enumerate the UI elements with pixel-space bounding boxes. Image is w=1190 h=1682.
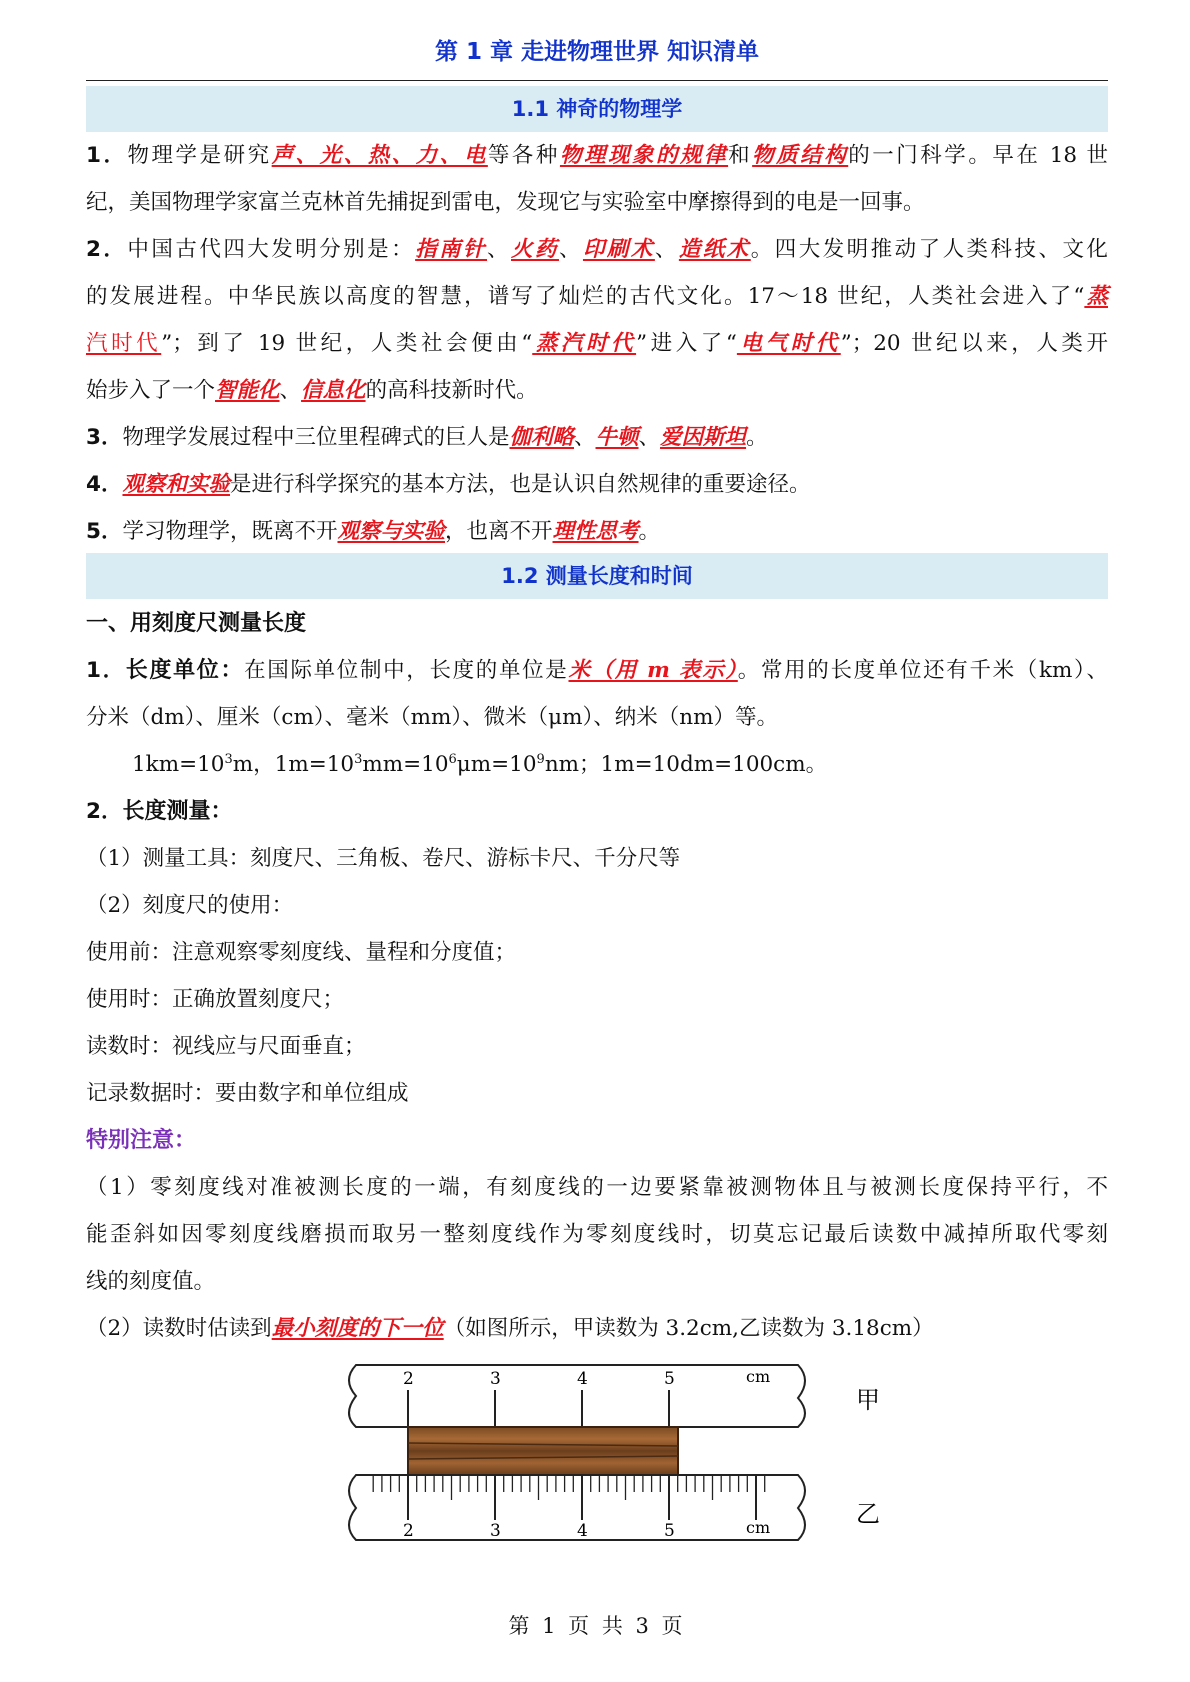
- keyword: 造纸术: [678, 237, 751, 262]
- keyword: 蒸汽时代: [532, 331, 637, 356]
- item-label: 长度单位：: [125, 658, 245, 683]
- keyword: 信息化: [301, 378, 366, 403]
- ruler-bottom-tick-label: 3: [490, 1521, 501, 1541]
- wooden-block: [408, 1427, 678, 1475]
- page-footer: 第 1 页 共 3 页: [508, 1614, 686, 1638]
- ruler-top-label: 甲: [856, 1386, 880, 1414]
- item-number: 2．: [86, 799, 123, 824]
- ruler-diagram: [86, 1360, 1108, 1570]
- measure-during: 使用时：正确放置刻度尺；: [86, 987, 345, 1012]
- note-title: 特别注意：: [86, 1128, 197, 1153]
- ruler-bottom-tick-label: 4: [577, 1521, 588, 1541]
- ruler-top-tick-label: 5: [664, 1369, 675, 1389]
- keyword: 物质结构: [752, 143, 849, 168]
- note-1-line-3: 线的刻度值。: [86, 1269, 216, 1294]
- item-number: 1．: [86, 658, 126, 683]
- subsection-heading: 一、用刻度尺测量长度: [86, 611, 307, 636]
- measure-record: 记录数据时：要由数字和单位组成: [86, 1081, 409, 1106]
- keyword: 观察与实验: [337, 519, 445, 544]
- paragraph-3: 3．物理学发展过程中三位里程碑式的巨人是伽利略、牛顿、爱因斯坦。: [86, 425, 768, 450]
- section-1-2-body: [86, 600, 1108, 1352]
- note-1-line-2: 能歪斜如因零刻度线磨损而取另一整刻度线作为零刻度线时，切莫忘记最后读数中减掉所取代零刻: [86, 1222, 1108, 1247]
- section-heading-1-2: 1.2 测量长度和时间: [86, 553, 1108, 599]
- keyword: 牛顿: [595, 425, 639, 450]
- keyword: 最小刻度的下一位: [271, 1316, 444, 1341]
- item-number: 1．: [86, 143, 128, 168]
- title-divider: [86, 80, 1108, 81]
- document-title: 第 1 章 走进物理世界 知识清单: [434, 39, 760, 65]
- keyword: 理性思考: [552, 519, 639, 544]
- paragraph-2-line-4: 始步入了一个智能化、信息化的高科技新时代。: [86, 378, 538, 403]
- ruler-bottom-tick-label: 5: [664, 1521, 675, 1541]
- measure-heading: [86, 788, 1108, 835]
- item-number: 3．: [86, 425, 123, 450]
- unit-line-2: 分米（dm）、厘米（cm）、毫米（mm）、微米（μm）、纳米（nm）等。: [86, 705, 778, 730]
- ruler-bottom-label: 乙: [856, 1500, 880, 1528]
- keyword: 伽利略: [509, 425, 574, 450]
- section-1-1-body: [86, 132, 1108, 555]
- paragraph-1-line-2: 纪，美国物理学家富兰克林首先捕捉到雷电，发现它与实验室中摩擦得到的电是一回事。: [86, 190, 925, 215]
- measure-before: 使用前：注意观察零刻度线、量程和分度值；: [86, 940, 517, 965]
- item-number: 4．: [86, 472, 123, 497]
- ruler-top-tick-label: 2: [403, 1369, 414, 1389]
- ruler-top: [349, 1365, 805, 1427]
- unit-conversion-formula: $1km=10^3m$，$1m=10^3mm=10^6\mu m=10^9nm$；1m=10dm=100cm。: [132, 751, 828, 777]
- ruler-bottom: [349, 1475, 805, 1541]
- ruler-top-unit: cm: [746, 1367, 771, 1386]
- item-number: 5．: [86, 519, 123, 544]
- note-1-line-1: （1）零刻度线对准被测长度的一端，有刻度线的一边要紧靠被测物体且与被测长度保持平行，不: [86, 1175, 1108, 1200]
- keyword: 电气时代: [736, 331, 841, 356]
- section-heading-1-1: 1.1 神奇的物理学: [86, 86, 1108, 132]
- keyword: 指南针: [415, 237, 488, 262]
- measure-tools: （1）测量工具：刻度尺、三角板、卷尺、游标卡尺、千分尺等: [86, 846, 681, 871]
- measure-reading: 读数时：视线应与尺面垂直；: [86, 1034, 366, 1059]
- keyword: 物理现象的规律: [559, 143, 729, 168]
- ruler-top-tick-label: 4: [577, 1369, 588, 1389]
- note-2: （2）读数时估读到最小刻度的下一位（如图所示，甲读数为 3.2cm,乙读数为 3.18cm）: [86, 1316, 934, 1341]
- keyword: 火药: [511, 237, 559, 262]
- paragraph-2-line-3: 汽时代”；到了 19 世纪，人类社会便由“蒸汽时代”进入了“电气时代”；20 世纪以来，人类开: [86, 331, 1108, 356]
- keyword: 爱因斯坦: [660, 425, 747, 450]
- keyword: 汽时代: [86, 331, 162, 356]
- keyword: 观察和实验: [122, 472, 230, 497]
- ruler-top-tick-label: 3: [490, 1369, 501, 1389]
- paragraph-4: 4．观察和实验是进行科学探究的基本方法，也是认识自然规律的重要途径。: [86, 472, 811, 497]
- keyword: 蒸: [1084, 284, 1108, 309]
- paragraph-2-line-2: 的发展进程。中华民族以高度的智慧，谱写了灿烂的古代文化。17～18 世纪，人类社会进入了“蒸: [86, 284, 1108, 309]
- unit-line-1: 1．长度单位：在国际单位制中，长度的单位是米（用 m 表示）。常用的长度单位还有千米（km）、: [86, 658, 1108, 683]
- keyword: 米（用 m 表示）: [568, 658, 738, 683]
- measure-use: （2）刻度尺的使用：: [86, 893, 294, 918]
- keyword: 印刷术: [582, 237, 655, 262]
- paragraph-2-line-1: 2．中国古代四大发明分别是：指南针、火药、印刷术、造纸术。四大发明推动了人类科技、文化: [86, 237, 1108, 262]
- item-number: 2．: [86, 237, 128, 262]
- ruler-bottom-tick-label: 2: [403, 1521, 414, 1541]
- ruler-bottom-unit: cm: [746, 1518, 771, 1537]
- item-label: 长度测量：: [122, 799, 233, 824]
- keyword: 智能化: [215, 378, 280, 403]
- paragraph-1-line-1: 1．物理学是研究声、光、热、力、电等各种物理现象的规律和物质结构的一门科学。早在 18 世: [86, 143, 1108, 168]
- paragraph-5: 5．学习物理学，既离不开观察与实验，也离不开理性思考。: [86, 519, 661, 544]
- ruler-figure: [86, 1360, 1108, 1570]
- keyword: 声、光、热、力、电: [271, 143, 488, 168]
